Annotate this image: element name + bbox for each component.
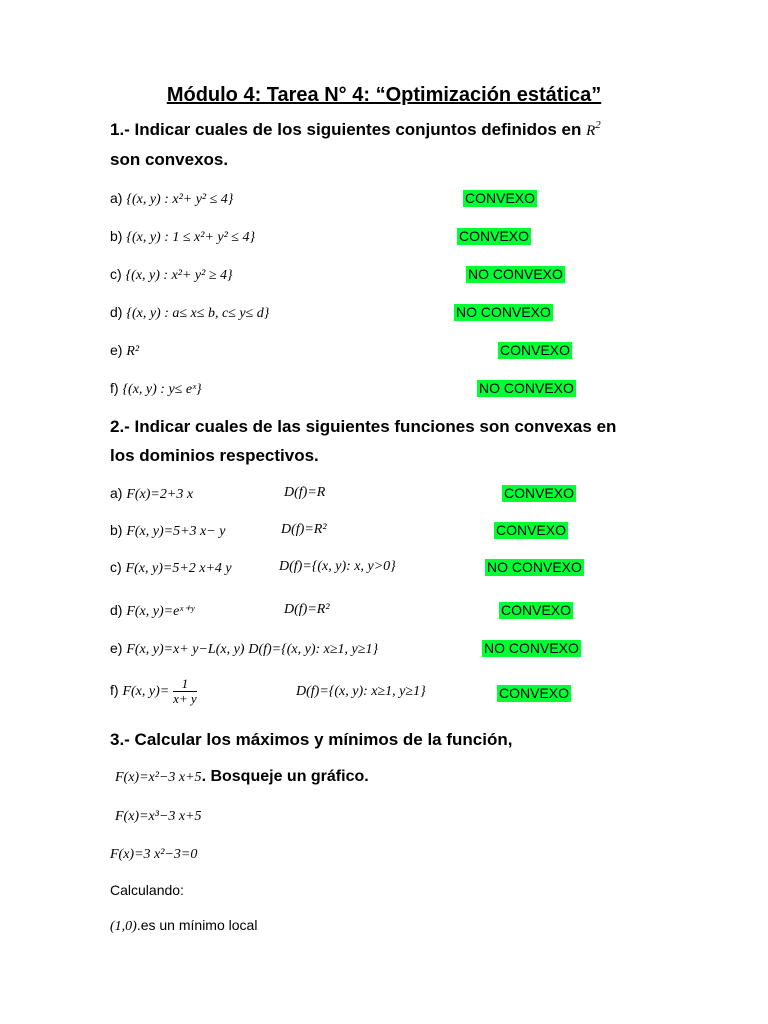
q1-item-c	[110, 266, 233, 284]
function-expression: F(x)=x²−3 x+5	[115, 770, 202, 785]
q3-heading: 3.- Calcular los máximos y mínimos de la función,	[110, 730, 513, 749]
fraction	[173, 677, 197, 706]
q2-item-d	[110, 602, 194, 620]
set-expression: {(x, y) : y≤ eˣ}	[122, 382, 202, 397]
q1-heading-line2: son convexos.	[110, 150, 229, 169]
function-expression: F(x, y)=5+2 x+4 y	[125, 561, 232, 576]
function-expression: F(x, y)=	[122, 684, 170, 700]
function-expression: F(x, y)=5+3 x− y	[126, 524, 226, 539]
q1-item-e	[110, 342, 139, 360]
q2-heading-line2: los dominios respectivos.	[110, 446, 319, 465]
item-label: d)	[110, 304, 123, 320]
set-expression: {(x, y) : 1 ≤ x²+ y² ≤ 4}	[126, 230, 256, 245]
item-label: c)	[110, 559, 122, 575]
q2-heading: 2.- Indicar cuales de las siguientes funciones son convexas en	[110, 417, 617, 436]
fraction-numerator: 1	[173, 677, 197, 692]
function-expression: F(x, y)=eˣ⁺ʸ	[126, 604, 195, 619]
q2-answer-d: CONVEXO	[501, 602, 572, 618]
q2-item-c	[110, 559, 232, 577]
q2-answer-a: CONVEXO	[504, 485, 575, 501]
sketch-instruction: . Bosqueje un gráfico.	[201, 768, 369, 785]
q1-item-d	[110, 304, 269, 322]
q1-answer-d: NO CONVEXO	[456, 304, 551, 320]
set-expression: R²	[126, 344, 140, 359]
min-text: .es un mínimo local	[136, 917, 258, 933]
fraction-denominator: x+ y	[173, 691, 197, 706]
q1-heading-text: 1.- Indicar cuales de los siguientes conjuntos definidos en	[110, 120, 582, 139]
q1-item-f	[110, 380, 202, 398]
item-label: d)	[110, 602, 123, 618]
q2-item-b	[110, 522, 225, 540]
q1-answer-e: CONVEXO	[500, 342, 571, 358]
item-label: e)	[110, 640, 123, 656]
set-expression: {(x, y) : x²+ y² ≥ 4}	[125, 268, 233, 283]
item-label: a)	[110, 190, 123, 206]
function-expression: F(x, y)=x+ y−L(x, y)	[126, 642, 245, 657]
item-label: c)	[110, 266, 122, 282]
q1-answer-a: CONVEXO	[465, 190, 536, 206]
set-expression: {(x, y) : x²+ y² ≤ 4}	[126, 192, 234, 207]
domain-expression: D(f)={(x, y): x≥1, y≥1}	[248, 642, 379, 657]
q1-heading-r2: R	[586, 123, 596, 139]
q3-line3: F(x)=3 x²−3=0	[110, 847, 198, 862]
function-expression: F(x)=2+3 x	[126, 487, 194, 502]
q3-calc-label: Calculando:	[110, 882, 184, 898]
q2-domain-c: D(f)={(x, y): x, y>0}	[279, 559, 396, 574]
item-label: f)	[110, 380, 119, 396]
set-expression: {(x, y) : a≤ x≤ b, c≤ y≤ d}	[126, 306, 270, 321]
min-point: (1,0)	[110, 919, 137, 934]
item-label: f)	[110, 682, 119, 699]
page-title: Módulo 4: Tarea N° 4: “Optimización estática”	[166, 84, 602, 106]
q1-item-b	[110, 228, 255, 246]
q1-answer-c: NO CONVEXO	[468, 266, 563, 282]
q2-item-a	[110, 485, 193, 503]
q2-item-f	[110, 677, 197, 706]
q3-function-line	[115, 768, 369, 786]
item-label: e)	[110, 342, 123, 358]
item-label: b)	[110, 228, 123, 244]
q1-answer-f: NO CONVEXO	[479, 380, 574, 396]
q2-item-e	[110, 640, 378, 658]
q2-answer-f: CONVEXO	[499, 685, 570, 701]
q2-answer-e: NO CONVEXO	[484, 640, 579, 656]
item-label: b)	[110, 522, 123, 538]
q2-domain-b: D(f)=R²	[281, 522, 327, 537]
q2-domain-a: D(f)=R	[284, 485, 326, 500]
q1-answer-b: CONVEXO	[459, 228, 530, 244]
item-label: a)	[110, 485, 123, 501]
q1-heading	[110, 120, 601, 140]
q2-domain-f: D(f)={(x, y): x≥1, y≥1}	[296, 684, 426, 699]
q1-heading-r2-exp: 2	[595, 119, 601, 131]
q2-domain-d: D(f)=R²	[284, 602, 330, 617]
q2-answer-b: CONVEXO	[496, 522, 567, 538]
q3-min-line	[110, 917, 257, 935]
q1-item-a	[110, 190, 233, 208]
q2-answer-c: NO CONVEXO	[487, 559, 582, 575]
q3-line2: F(x)=x³−3 x+5	[115, 809, 202, 824]
